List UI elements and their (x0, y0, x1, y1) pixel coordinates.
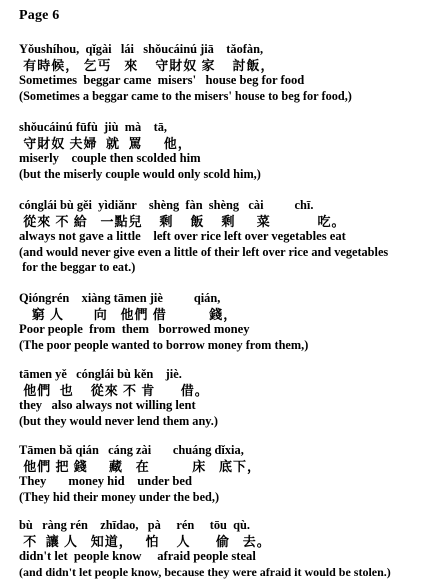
stanza-6 (19, 443, 421, 505)
translation-line: (but they would never lend them any.) (19, 413, 218, 428)
pinyin-line: cónglái bù gěi yìdiǎnr shèng fàn shèng cài chī. (19, 198, 314, 212)
stanza-1 (19, 42, 421, 104)
translation-line: (and would never give even a little of their left over rice and vegetables (19, 244, 389, 259)
chinese-line: 他們 也 從來 不 肯 借。 (19, 382, 209, 398)
gloss-line: they also always not willing lent (19, 398, 196, 412)
translation-line: (They hid their money under the bed,) (19, 489, 220, 504)
pinyin-line: Qióngrén xiàng tāmen jiè qián, (19, 291, 221, 305)
gloss-line: always not gave a little left over rice left over vegetables eat (19, 229, 346, 243)
pinyin-line: shǒucáinú fūfù jiù mà tā, (19, 120, 168, 134)
page-number: Page 6 (19, 8, 60, 23)
chinese-line: 窮 人 向 他們 借 錢， (19, 306, 238, 322)
translation-line: (Sometimes a beggar came to the misers' house to beg for food,) (19, 88, 352, 103)
chinese-line: 從來 不 給 一點兒 剩 飯 剩 菜 吃。 (19, 213, 346, 229)
stanza-5 (19, 367, 421, 429)
pinyin-line: bù ràng rén zhīdao, pà rén tōu qù. (19, 518, 250, 532)
chinese-line: 有時候， 乞丐 來 守財奴 家 討飯， (19, 57, 275, 73)
stanza-7 (19, 518, 421, 580)
stanza-4 (19, 291, 421, 353)
gloss-line: Poor people from them borrowed money (19, 322, 250, 336)
translation-line: (but the miserly couple would only scold him,) (19, 166, 261, 181)
gloss-line: miserly couple then scolded him (19, 151, 201, 165)
gloss-line: They money hid under bed (19, 474, 192, 488)
translation-line: (and didn't let people know, because they were afraid it would be stolen.) (19, 564, 391, 579)
stanza-3 (19, 198, 421, 276)
pinyin-line: tāmen yě cónglái bù kěn jiè. (19, 367, 182, 381)
pinyin-line: Tāmen bǎ qián cáng zài chuáng dǐxia, (19, 443, 244, 457)
translation-line: for the beggar to eat.) (19, 260, 136, 274)
chinese-line: 守財奴 夫婦 就 罵 他， (19, 135, 192, 151)
pinyin-line: Yǒushíhou, qǐgài lái shǒucáinú jiā tǎofàn, (19, 42, 264, 56)
chinese-line: 不 讓 人 知道， 怕 人 偷 去。 (19, 533, 271, 549)
translation-line: (The poor people wanted to borrow money from them,) (19, 337, 309, 352)
gloss-line: Sometimes beggar came misers' house beg for food (19, 73, 305, 87)
chinese-line: 他們 把 錢 藏 在 床 底下， (19, 458, 262, 474)
gloss-line: didn't let people know afraid people steal (19, 549, 256, 563)
stanza-2 (19, 120, 421, 182)
